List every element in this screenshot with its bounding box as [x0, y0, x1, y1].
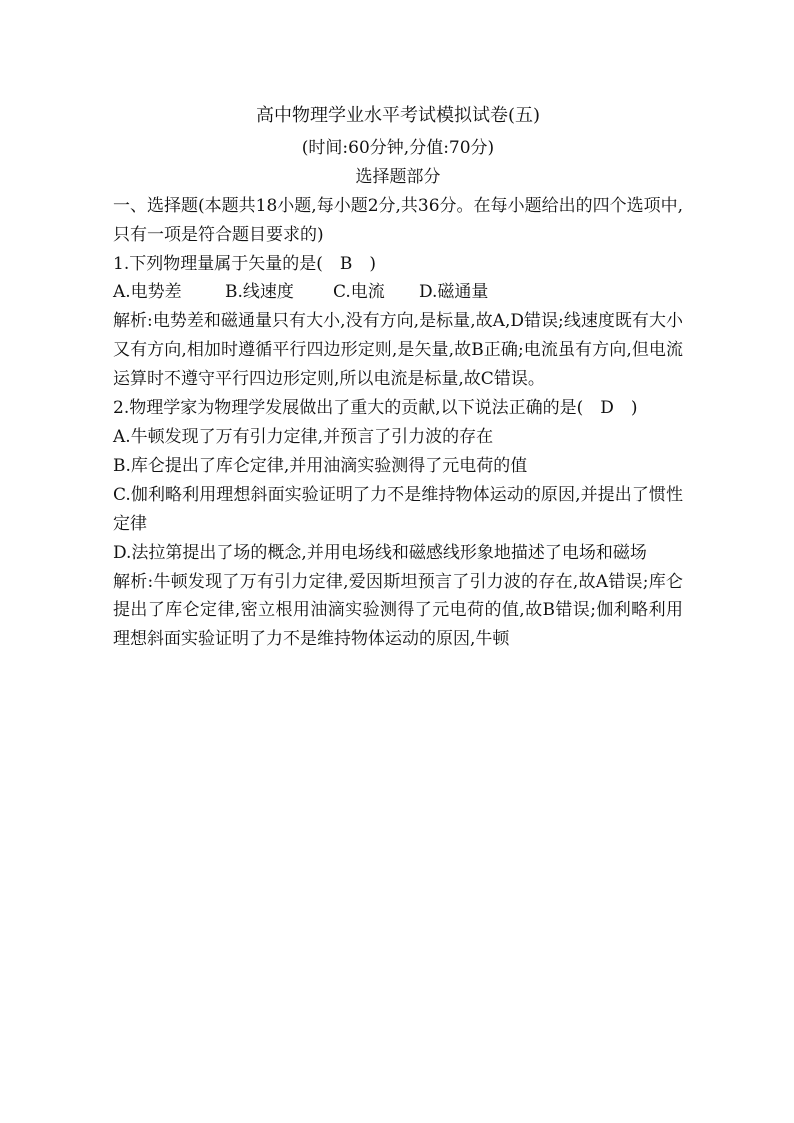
document-page	[113, 92, 683, 654]
question-2-option-d: D.法拉第提出了场的概念,并用电场线和磁感线形象地描述了电场和磁场	[113, 542, 647, 563]
question-2-option-a: A.牛顿发现了万有引力定律,并预言了引力波的存在	[113, 426, 494, 447]
question-1-option-b: B.线速度	[225, 282, 294, 303]
question-2-stem: 2.物理学家为物理学发展做出了重大的贡献,以下说法正确的是( D )	[113, 398, 638, 419]
section-heading: 选择题部分	[355, 166, 441, 187]
question-1-stem: 1.下列物理量属于矢量的是( B )	[113, 253, 376, 274]
question-1-analysis: 解析:电势差和磁通量只有大小,没有方向,是标量,故A,D错误;线速度既有大小又有方向,相加时遵循平行四边形定则,是矢量,故B正确;电流虽有方向,但电流运算时不遵守平行四边形定则,所以电流是标量,故C错误。	[113, 311, 683, 390]
question-2-option-c: C.伽利略利用理想斜面实验证明了力不是维持物体运动的原因,并提出了惯性定律	[113, 484, 683, 534]
section-instructions: 一、选择题(本题共18小题,每小题2分,共36分。在每小题给出的四个选项中,只有一项是符合题目要求的)	[113, 195, 683, 245]
question-1-option-c: C.电流	[333, 282, 385, 303]
exam-subtitle: (时间:60分钟,分值:70分)	[301, 137, 495, 158]
question-2-analysis: 解析:牛顿发现了万有引力定律,爱因斯坦预言了引力波的存在,故A错误;库仑提出了库仑定律,密立根用油滴实验测得了元电荷的值,故B错误;伽利略利用理想斜面实验证明了力不是维持物体运动的原因,牛顿	[113, 571, 683, 650]
question-1-option-d: D.磁通量	[419, 282, 489, 303]
exam-title: 高中物理学业水平考试模拟试卷(五)	[255, 105, 541, 126]
question-1-options	[113, 278, 683, 307]
question-1-option-a: A.电势差	[113, 282, 182, 303]
question-2-option-b: B.库仑提出了库仑定律,并用油滴实验测得了元电荷的值	[113, 455, 528, 476]
